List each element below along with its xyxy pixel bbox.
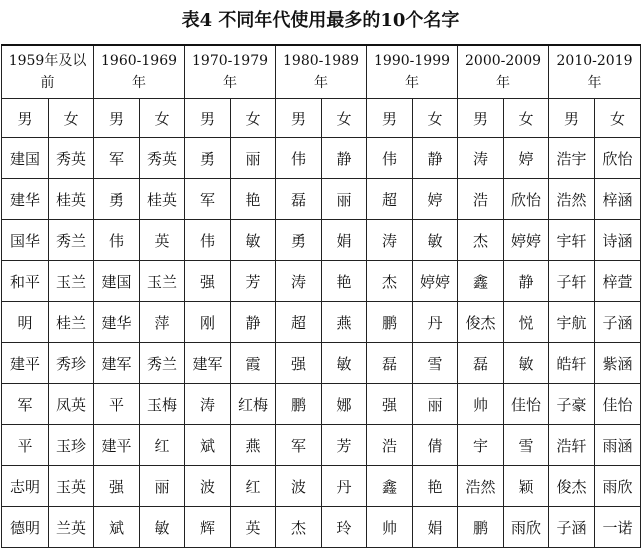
male-name-cell: 杰 — [367, 261, 413, 302]
female-name-cell: 雨欣 — [504, 507, 549, 548]
female-name-cell: 欣怡 — [595, 138, 641, 179]
male-name-cell: 鹏 — [458, 507, 504, 548]
table-row — [2, 425, 641, 466]
female-name-cell: 丽 — [322, 179, 367, 220]
female-name-cell: 倩 — [413, 425, 458, 466]
male-name-cell: 涛 — [185, 384, 231, 425]
gender-header-row — [2, 99, 641, 138]
male-name-cell: 皓轩 — [549, 343, 595, 384]
era-range: 1960-1969 — [101, 53, 178, 69]
era-range: 2000-2009 — [465, 53, 542, 69]
male-name-cell: 浩宇 — [549, 138, 595, 179]
male-name-cell: 俊杰 — [458, 302, 504, 343]
female-name-cell: 丹 — [413, 302, 458, 343]
era-range: 1980-1989 — [283, 53, 360, 69]
table-row — [2, 466, 641, 507]
era-suffix: 年 — [223, 75, 238, 91]
female-name-cell: 敏 — [322, 343, 367, 384]
male-name-cell: 超 — [367, 179, 413, 220]
era-header — [94, 45, 185, 99]
female-name-cell: 婷 — [504, 138, 549, 179]
table-row — [2, 507, 641, 548]
male-name-cell: 波 — [276, 466, 322, 507]
male-name-cell: 建国 — [94, 261, 140, 302]
female-name-cell: 芳 — [231, 261, 276, 302]
female-name-cell: 雨涵 — [595, 425, 641, 466]
era-range: 1990-1999 — [374, 53, 451, 69]
female-name-cell: 子涵 — [595, 302, 641, 343]
male-name-cell: 子豪 — [549, 384, 595, 425]
female-name-cell: 梓萱 — [595, 261, 641, 302]
male-name-cell: 涛 — [367, 220, 413, 261]
gender-header-female: 女 — [413, 99, 458, 138]
male-name-cell: 伟 — [367, 138, 413, 179]
female-name-cell: 英 — [231, 507, 276, 548]
male-name-cell: 和平 — [2, 261, 49, 302]
names-table — [1, 44, 641, 548]
female-name-cell: 雪 — [413, 343, 458, 384]
female-name-cell: 娜 — [322, 384, 367, 425]
male-name-cell: 建军 — [185, 343, 231, 384]
era-header-row — [2, 45, 641, 99]
table-row — [2, 261, 641, 302]
male-name-cell: 军 — [185, 179, 231, 220]
gender-header-female: 女 — [322, 99, 367, 138]
era-header — [367, 45, 458, 99]
female-name-cell: 婷 — [413, 179, 458, 220]
female-name-cell: 英 — [140, 220, 185, 261]
era-header — [458, 45, 549, 99]
male-name-cell: 帅 — [367, 507, 413, 548]
male-name-cell: 宇轩 — [549, 220, 595, 261]
female-name-cell: 丽 — [231, 138, 276, 179]
female-name-cell: 悦 — [504, 302, 549, 343]
male-name-cell: 宇 — [458, 425, 504, 466]
male-name-cell: 勇 — [94, 179, 140, 220]
female-name-cell: 秀英 — [140, 138, 185, 179]
female-name-cell: 玲 — [322, 507, 367, 548]
era-range: 1959年及以 — [8, 53, 87, 69]
female-name-cell: 秀英 — [49, 138, 94, 179]
female-name-cell: 红 — [231, 466, 276, 507]
female-name-cell: 丽 — [413, 384, 458, 425]
era-suffix: 年 — [496, 75, 511, 91]
female-name-cell: 丽 — [140, 466, 185, 507]
female-name-cell: 佳怡 — [504, 384, 549, 425]
female-name-cell: 敏 — [231, 220, 276, 261]
female-name-cell: 艳 — [413, 466, 458, 507]
female-name-cell: 欣怡 — [504, 179, 549, 220]
female-name-cell: 敏 — [413, 220, 458, 261]
female-name-cell: 紫涵 — [595, 343, 641, 384]
era-suffix: 年 — [314, 75, 329, 91]
era-suffix: 年 — [405, 75, 420, 91]
era-header — [549, 45, 641, 99]
female-name-cell: 红 — [140, 425, 185, 466]
table-row — [2, 138, 641, 179]
female-name-cell: 一诺 — [595, 507, 641, 548]
male-name-cell: 鹏 — [276, 384, 322, 425]
male-name-cell: 强 — [276, 343, 322, 384]
gender-header-male: 男 — [185, 99, 231, 138]
era-range: 2010-2019 — [556, 53, 633, 69]
male-name-cell: 浩 — [367, 425, 413, 466]
male-name-cell: 杰 — [458, 220, 504, 261]
male-name-cell: 勇 — [185, 138, 231, 179]
male-name-cell: 浩轩 — [549, 425, 595, 466]
male-name-cell: 鑫 — [458, 261, 504, 302]
female-name-cell: 桂兰 — [49, 302, 94, 343]
male-name-cell: 军 — [94, 138, 140, 179]
male-name-cell: 明 — [2, 302, 49, 343]
gender-header-male: 男 — [549, 99, 595, 138]
gender-header-male: 男 — [367, 99, 413, 138]
female-name-cell: 艳 — [322, 261, 367, 302]
male-name-cell: 建华 — [2, 179, 49, 220]
female-name-cell: 艳 — [231, 179, 276, 220]
male-name-cell: 超 — [276, 302, 322, 343]
gender-header-male: 男 — [458, 99, 504, 138]
female-name-cell: 敏 — [140, 507, 185, 548]
gender-header-female: 女 — [231, 99, 276, 138]
male-name-cell: 伟 — [185, 220, 231, 261]
male-name-cell: 建国 — [2, 138, 49, 179]
male-name-cell: 强 — [94, 466, 140, 507]
male-name-cell: 子轩 — [549, 261, 595, 302]
male-name-cell: 磊 — [276, 179, 322, 220]
female-name-cell: 芳 — [322, 425, 367, 466]
female-name-cell: 秀珍 — [49, 343, 94, 384]
female-name-cell: 玉英 — [49, 466, 94, 507]
male-name-cell: 军 — [2, 384, 49, 425]
female-name-cell: 红梅 — [231, 384, 276, 425]
male-name-cell: 刚 — [185, 302, 231, 343]
male-name-cell: 勇 — [276, 220, 322, 261]
female-name-cell: 萍 — [140, 302, 185, 343]
male-name-cell: 鑫 — [367, 466, 413, 507]
female-name-cell: 婷婷 — [413, 261, 458, 302]
male-name-cell: 帅 — [458, 384, 504, 425]
era-suffix: 前 — [40, 75, 55, 91]
gender-header-female: 女 — [140, 99, 185, 138]
era-header — [185, 45, 276, 99]
male-name-cell: 平 — [94, 384, 140, 425]
table-row — [2, 179, 641, 220]
male-name-cell: 浩 — [458, 179, 504, 220]
female-name-cell: 燕 — [322, 302, 367, 343]
male-name-cell: 伟 — [94, 220, 140, 261]
table-row — [2, 343, 641, 384]
male-name-cell: 建军 — [94, 343, 140, 384]
male-name-cell: 涛 — [458, 138, 504, 179]
male-name-cell: 浩然 — [549, 179, 595, 220]
gender-header-female: 女 — [595, 99, 641, 138]
male-name-cell: 强 — [367, 384, 413, 425]
female-name-cell: 玉兰 — [49, 261, 94, 302]
female-name-cell: 兰英 — [49, 507, 94, 548]
female-name-cell: 静 — [504, 261, 549, 302]
gender-header-female: 女 — [49, 99, 94, 138]
female-name-cell: 娟 — [413, 507, 458, 548]
male-name-cell: 志明 — [2, 466, 49, 507]
era-range: 1970-1979 — [192, 53, 269, 69]
male-name-cell: 建平 — [94, 425, 140, 466]
male-name-cell: 宇航 — [549, 302, 595, 343]
male-name-cell: 强 — [185, 261, 231, 302]
table-row — [2, 220, 641, 261]
male-name-cell: 辉 — [185, 507, 231, 548]
male-name-cell: 子涵 — [549, 507, 595, 548]
gender-header-male: 男 — [2, 99, 49, 138]
female-name-cell: 玉珍 — [49, 425, 94, 466]
era-suffix: 年 — [587, 75, 602, 91]
gender-header-female: 女 — [504, 99, 549, 138]
gender-header-male: 男 — [276, 99, 322, 138]
male-name-cell: 斌 — [185, 425, 231, 466]
male-name-cell: 浩然 — [458, 466, 504, 507]
female-name-cell: 雪 — [504, 425, 549, 466]
male-name-cell: 磊 — [367, 343, 413, 384]
male-name-cell: 杰 — [276, 507, 322, 548]
female-name-cell: 梓涵 — [595, 179, 641, 220]
table-title: 表4 不同年代使用最多的10个名字 — [181, 10, 460, 31]
female-name-cell: 桂英 — [49, 179, 94, 220]
male-name-cell: 平 — [2, 425, 49, 466]
female-name-cell: 凤英 — [49, 384, 94, 425]
male-name-cell: 军 — [276, 425, 322, 466]
male-name-cell: 斌 — [94, 507, 140, 548]
era-header — [276, 45, 367, 99]
era-suffix: 年 — [132, 75, 147, 91]
female-name-cell: 雨欣 — [595, 466, 641, 507]
male-name-cell: 波 — [185, 466, 231, 507]
male-name-cell: 建华 — [94, 302, 140, 343]
female-name-cell: 玉梅 — [140, 384, 185, 425]
male-name-cell: 伟 — [276, 138, 322, 179]
male-name-cell: 鹏 — [367, 302, 413, 343]
female-name-cell: 静 — [322, 138, 367, 179]
gender-header-male: 男 — [94, 99, 140, 138]
era-header — [2, 45, 94, 99]
female-name-cell: 霞 — [231, 343, 276, 384]
female-name-cell: 娟 — [322, 220, 367, 261]
female-name-cell: 静 — [231, 302, 276, 343]
female-name-cell: 燕 — [231, 425, 276, 466]
female-name-cell: 敏 — [504, 343, 549, 384]
male-name-cell: 俊杰 — [549, 466, 595, 507]
female-name-cell: 秀兰 — [49, 220, 94, 261]
male-name-cell: 磊 — [458, 343, 504, 384]
female-name-cell: 颖 — [504, 466, 549, 507]
female-name-cell: 佳怡 — [595, 384, 641, 425]
female-name-cell: 婷婷 — [504, 220, 549, 261]
male-name-cell: 国华 — [2, 220, 49, 261]
table-row — [2, 302, 641, 343]
male-name-cell: 涛 — [276, 261, 322, 302]
male-name-cell: 德明 — [2, 507, 49, 548]
female-name-cell: 桂英 — [140, 179, 185, 220]
female-name-cell: 秀兰 — [140, 343, 185, 384]
female-name-cell: 诗涵 — [595, 220, 641, 261]
female-name-cell: 静 — [413, 138, 458, 179]
female-name-cell: 玉兰 — [140, 261, 185, 302]
female-name-cell: 丹 — [322, 466, 367, 507]
table-row — [2, 384, 641, 425]
male-name-cell: 建平 — [2, 343, 49, 384]
